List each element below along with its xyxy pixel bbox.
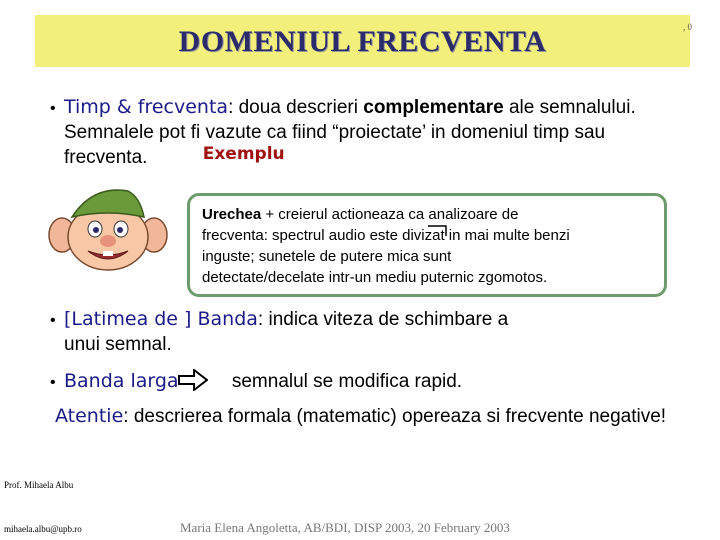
term-atentie: Atentie bbox=[55, 405, 124, 427]
example-label: Exemplu bbox=[202, 144, 285, 164]
bullet-timp-frecventa bbox=[64, 95, 704, 171]
slide-title: DOMENIUL FRECVENTA bbox=[178, 25, 547, 58]
bullet2-line2: unui semnal. bbox=[64, 334, 172, 355]
corner-mark: , 0 bbox=[683, 22, 692, 32]
box-line4: detectate/decelate intr-un mediu puternic zgomotos. bbox=[202, 269, 548, 286]
bullet-banda-larga bbox=[64, 369, 684, 394]
bullet-dot-icon: • bbox=[50, 312, 56, 329]
bullet-dot-icon: • bbox=[50, 100, 56, 117]
title-bar bbox=[35, 15, 690, 67]
bullet1-line3: frecventa. bbox=[64, 147, 148, 168]
bullet1-text-b: ale semnalului. bbox=[503, 97, 636, 118]
term-timp-frecventa: Timp & frecventa bbox=[64, 96, 229, 118]
bullet1-text-a: : doua descrieri bbox=[228, 97, 364, 118]
bullet1-line2: Semnalele pot fi vazute ca fiind “proiectate’ in domeniul timp sau bbox=[64, 122, 606, 143]
annotation-mark bbox=[426, 216, 454, 238]
right-arrow-icon bbox=[178, 369, 208, 391]
bullet-dot-icon: • bbox=[50, 374, 56, 391]
box-bold-word: Urechea bbox=[202, 206, 262, 223]
bullet-banda bbox=[64, 307, 684, 357]
footer-author: Prof. Mihaela Albu bbox=[4, 480, 74, 490]
bullet3-text: semnalul se modifica rapid. bbox=[231, 371, 463, 392]
example-box bbox=[187, 193, 667, 297]
box-line2: frecventa: spectrul audio este divizat in mai multe benzi bbox=[202, 227, 570, 244]
footer-email: mihaela.albu@upb.ro bbox=[4, 524, 82, 534]
box-line3: inguste; sunetele de putere mica sunt bbox=[202, 248, 452, 265]
term-banda: [Latimea de ] Banda bbox=[64, 308, 258, 330]
term-banda-larga: Banda larga bbox=[64, 370, 179, 392]
footer-credit: Maria Elena Angoletta, AB/BDI, DISP 2003, 20 February 2003 bbox=[180, 520, 510, 535]
bullet2-text: : indica viteza de schimbare a bbox=[257, 309, 509, 330]
attention-text: : descrierea formala (matematic) opereaza si frecvente negative! bbox=[123, 406, 667, 427]
bullet1-bold: complementare bbox=[363, 97, 504, 118]
attention-note bbox=[55, 404, 666, 429]
dwarf-cartoon bbox=[48, 187, 168, 272]
box-line1: + creierul actioneaza ca analizoare de bbox=[261, 206, 519, 223]
